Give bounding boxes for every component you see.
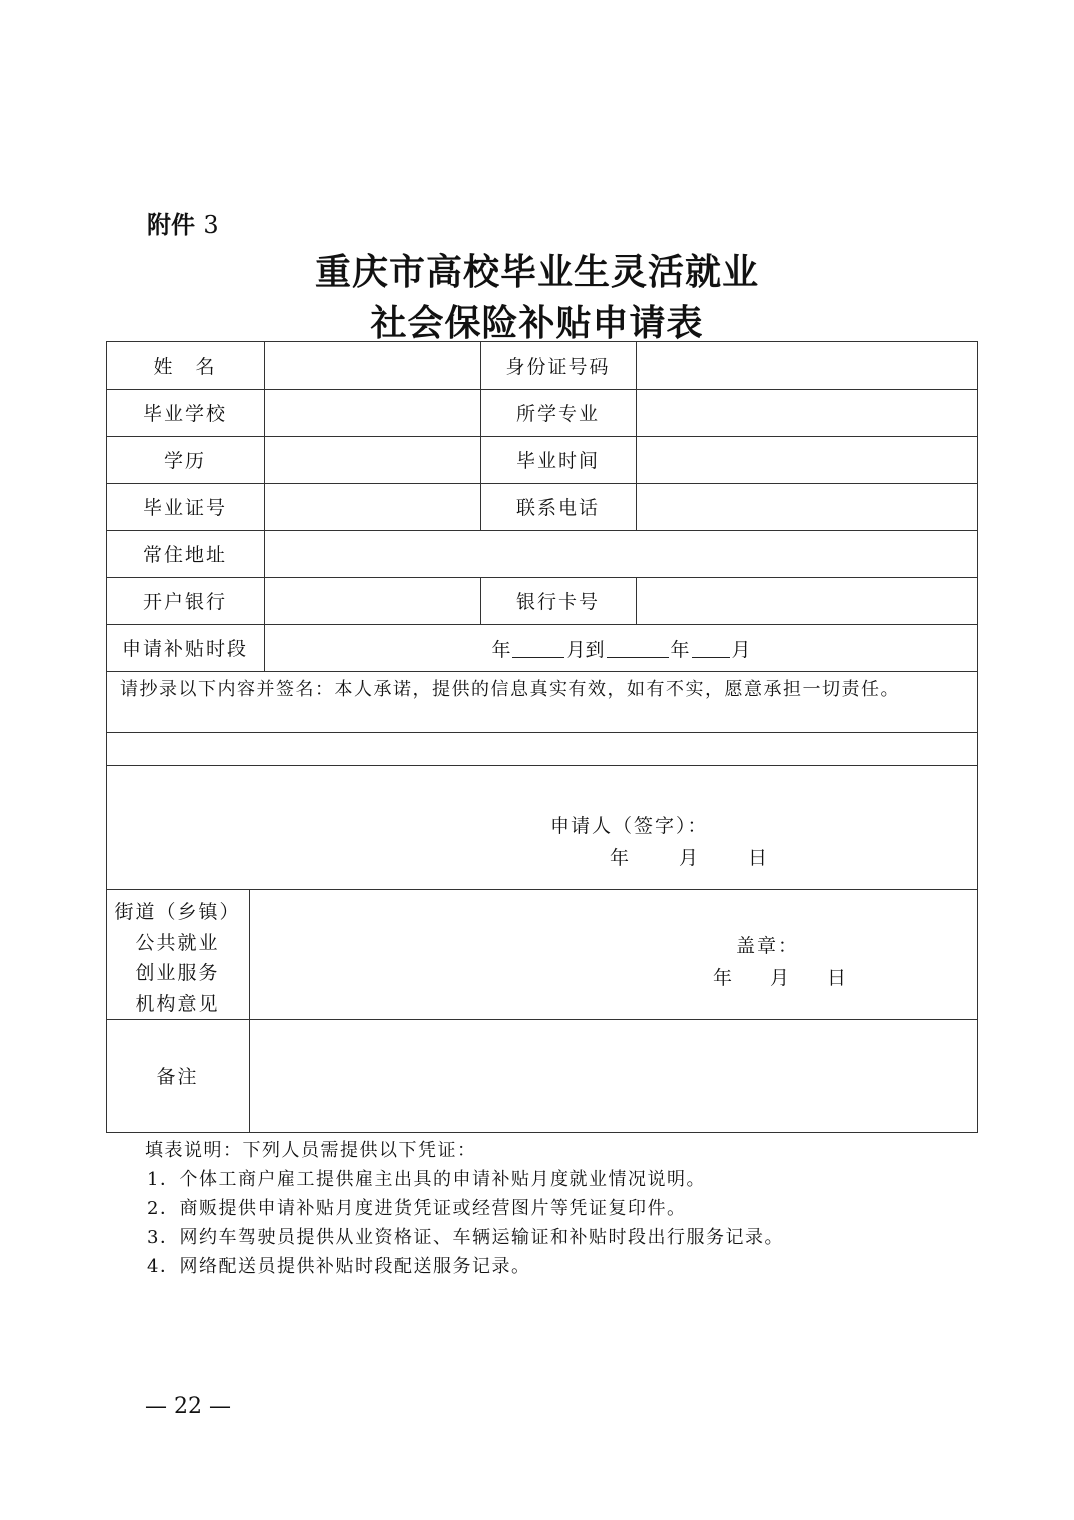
period-year-start: 年 [491, 638, 511, 661]
period-year-end-blank[interactable] [607, 639, 669, 658]
name-label: 姓 名 [153, 355, 217, 378]
major-label: 所学专业 [515, 403, 600, 425]
period-label: 申请补贴时段 [121, 638, 248, 660]
id-number-field[interactable] [636, 341, 977, 389]
major-field[interactable] [636, 389, 977, 436]
form-title-line1: 重庆市高校毕业生灵活就业 [314, 251, 759, 293]
pledge-copy-field[interactable] [106, 732, 977, 765]
org-opinion-field[interactable] [249, 889, 977, 1019]
card-number-field[interactable] [636, 577, 977, 624]
application-form-table [106, 341, 978, 1133]
name-field[interactable] [264, 341, 480, 389]
instruction-item: 1．个体工商户雇工提供雇主出具的申请补贴月度就业情况说明。 [147, 1169, 706, 1190]
graduation-time-label: 毕业时间 [515, 450, 600, 472]
period-month-end-blank[interactable] [692, 639, 730, 658]
instruction-item: 2．商贩提供申请补贴月度进货凭证或经营图片等凭证复印件。 [147, 1198, 687, 1219]
address-field[interactable] [264, 530, 977, 577]
graduation-time-field[interactable] [636, 436, 977, 483]
subsidy-period-field[interactable] [264, 624, 978, 672]
period-month-to: 月到 [566, 638, 605, 661]
bank-field[interactable] [264, 577, 480, 624]
attachment-word: 附件 [147, 210, 195, 239]
org-opinion-line: 公共就业 [135, 931, 220, 954]
date-month: 月 [770, 967, 790, 989]
applicant-signature-label: 申请人（签字）： [550, 815, 709, 837]
org-opinion-label [106, 897, 249, 1019]
card-number-label: 银行卡号 [515, 591, 600, 613]
filling-instructions [145, 1136, 784, 1281]
instruction-item: 3．网约车驾驶员提供从业资格证、车辆运输证和补贴时段出行服务记录。 [147, 1227, 784, 1248]
pledge-instruction: 请抄录以下内容并签名：本人承诺，提供的信息真实有效，如有不实，愿意承担一切责任。 [120, 679, 900, 700]
school-label: 毕业学校 [142, 403, 227, 425]
seal-label: 盖章： [736, 935, 800, 957]
date-year: 年 [713, 967, 733, 989]
education-field[interactable] [264, 436, 480, 483]
date-day: 日 [827, 967, 847, 989]
certificate-number-label: 毕业证号 [142, 497, 227, 519]
address-label: 常住地址 [142, 544, 227, 566]
page-number: — 22 — [145, 1394, 231, 1419]
education-label: 学历 [163, 450, 206, 472]
table-border-right [977, 341, 978, 1133]
period-year-end: 年 [670, 638, 690, 661]
signature-area[interactable] [106, 765, 977, 889]
form-title-line2: 社会保险补贴申请表 [370, 302, 704, 344]
period-month-end: 月 [731, 638, 751, 661]
attachment-number: 3 [203, 211, 219, 239]
id-number-label: 身份证号码 [505, 355, 611, 378]
date-day: 日 [748, 847, 768, 869]
school-field[interactable] [264, 389, 480, 436]
org-opinion-line: 街道（乡镇） [114, 901, 241, 923]
applicant-date [610, 843, 767, 870]
org-date [713, 963, 846, 990]
date-month: 月 [679, 847, 699, 869]
certificate-number-field[interactable] [264, 483, 480, 530]
attachment-label [147, 205, 219, 240]
instructions-heading: 填表说明：下列人员需提供以下凭证： [145, 1140, 477, 1161]
org-opinion-line: 机构意见 [135, 992, 220, 1015]
remarks-label: 备注 [156, 1066, 199, 1088]
org-opinion-line: 创业服务 [135, 962, 220, 984]
phone-label: 联系电话 [515, 497, 600, 519]
period-month-start-blank[interactable] [512, 639, 564, 658]
table-border-bottom [106, 1132, 978, 1133]
remarks-field[interactable] [249, 1019, 977, 1132]
date-year: 年 [610, 847, 630, 869]
phone-field[interactable] [636, 483, 977, 530]
bank-label: 开户银行 [142, 591, 227, 613]
instruction-item: 4．网络配送员提供补贴时段配送服务记录。 [147, 1256, 531, 1277]
